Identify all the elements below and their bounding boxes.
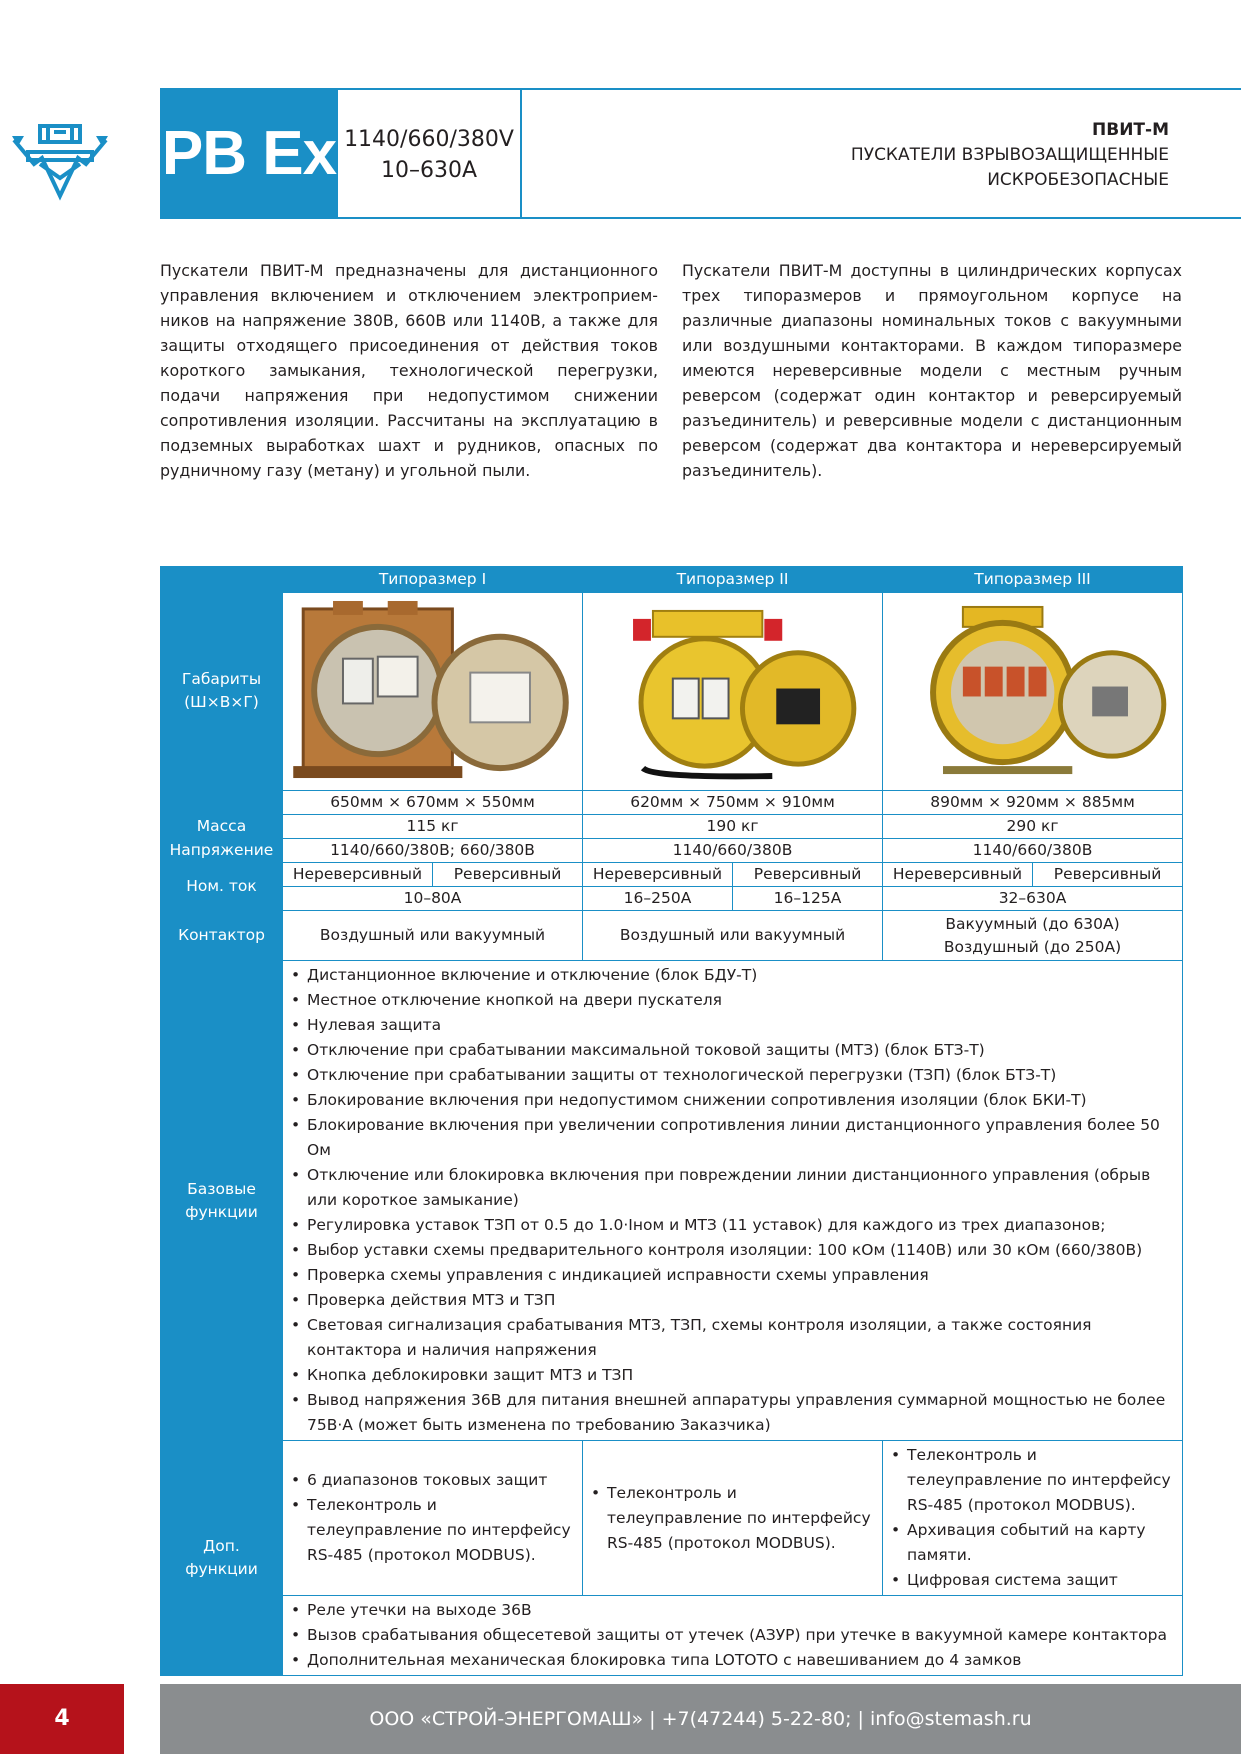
list-item: • Выбор уставки схемы предварительного контроля изоляции: 100 кОм (1140В) или 30 кОм (660/380В) [291,1238,1176,1263]
mass-size-3: 290 кг [883,815,1183,839]
page-number: 4 [0,1684,124,1754]
list-item: • Вывод напряжения 36В для питания внешней аппаратуры управления суммарной мощностью не более 75В·А (может быть изменена по требованию Заказчика) [291,1388,1176,1438]
extra-common-cell [283,1596,1183,1676]
mass-size-2: 190 кг [583,815,883,839]
voltage-size-3: 1140/660/380В [883,839,1183,863]
rating-box [338,88,522,219]
list-item: • Местное отключение кнопкой на двери пускателя [291,988,1176,1013]
contactor-size-3-line1: Вакуумный (до 630А) [945,914,1120,933]
list-item: • Кнопка деблокировки защит МТЗ и ТЗП [291,1363,1176,1388]
list-item: • Телеконтроль и телеуправление по интерфейсу RS-485 (протокол MODBUS). [291,1493,576,1568]
extra-size-2-cell [583,1441,883,1596]
list-item: • Телеконтроль и телеуправление по интерфейсу RS-485 (протокол MODBUS). [891,1443,1176,1518]
photo-size-2 [583,593,883,791]
brand-mark: PB Ex [160,88,338,219]
dimensions-size-3: 890мм × 920мм × 885мм [883,791,1183,815]
label-base-line1: Базовые [187,1179,256,1198]
label-contactor: Контактор [161,911,283,961]
label-extra-line2: функции [185,1560,258,1578]
label-voltage: Напряжение [161,839,283,863]
list-item: • Отключение при срабатывании защиты от технологической перегрузки (ТЗП) (блок БТЗ-Т) [291,1063,1176,1088]
list-item: • Дополнительная механическая блокировка типа LOTOTO с навешиванием до 4 замков [291,1648,1176,1673]
contactor-size-1: Воздушный или вакуумный [283,911,583,961]
current-size-3: 32–630А [883,887,1183,911]
list-item: • Проверка действия МТЗ и ТЗП [291,1288,1176,1313]
starter-size-1-image [289,599,576,784]
intro-paragraph-left: Пускатели ПВИТ-М предназначены для дистанционного управления включением и отключением электроприемников на напряжение 380В, 660В или 1140В, а также для защиты отходящего присоединения от действия токов короткого замыкания, технологической перегрузки, подачи напряжения при недопустимом снижении сопротивления изоляции. Рассчитаны на эксплуатацию в подземных выработках шахт и рудников, опасных по рудничному газу (метану) и угольной пыли. [160,261,658,480]
voltage-size-1: 1140/660/380В; 660/380В [283,839,583,863]
dimensions-size-2: 620мм × 750мм × 910мм [583,791,883,815]
mode-size-3-nonrev: Нереверсивный [883,863,1033,887]
current-size-2-rev: 16–125А [733,887,883,911]
voltage-size-2: 1140/660/380В [583,839,883,863]
dimensions-size-1: 650мм × 670мм × 550мм [283,791,583,815]
list-item: • Проверка схемы управления с индикацией исправности схемы управления [291,1263,1176,1288]
label-dimensions [161,567,283,815]
extra-size-3-cell [883,1441,1183,1596]
label-base-line2: функции [185,1202,258,1221]
current-rating: 10–630A [380,158,478,183]
list-item: • Телеконтроль и телеуправление по интерфейсу RS-485 (протокол MODBUS). [591,1481,876,1556]
current-size-1: 10–80А [283,887,583,911]
label-current: Ном. ток [161,863,283,911]
footer-contacts: ООО «СТРОЙ-ЭНЕРГОМАШ» | +7(47244) 5-22-80; | info@stemash.ru [160,1684,1241,1754]
photo-size-3 [883,593,1183,791]
label-dimensions-line2: (Ш×В×Г) [184,692,259,711]
mode-size-2-nonrev: Нереверсивный [583,863,733,887]
extra-size-1-list [291,1468,576,1568]
label-extra-functions [161,1441,283,1676]
product-title [851,118,1169,193]
contactor-size-3-line2: Воздушный (до 250А) [943,937,1122,956]
current-size-2-nonrev: 16–250А [583,887,733,911]
label-mass: Масса [161,815,283,839]
base-functions-cell [283,961,1183,1441]
mode-size-1-rev: Реверсивный [433,863,583,887]
mode-size-3-rev: Реверсивный [1033,863,1183,887]
list-item: • Регулировка уставок ТЗП от 0.5 до 1.0·Iном и МТЗ (11 уставок) для каждого из трех диапазонов; [291,1213,1176,1238]
list-item: • Световая сигнализация срабатывания МТЗ, ТЗП, схемы контроля изоляции, а также состояния контактора и наличия напряжения [291,1313,1176,1363]
list-item: • Блокирование включения при увеличении сопротивления линии дистанционного управления более 50 Ом [291,1113,1176,1163]
starter-size-2-image [589,599,876,784]
title-line-1: ПУСКАТЕЛИ ВЗРЫВОЗАЩИЩЕННЫЕ [850,145,1169,165]
starter-size-3-image [889,599,1176,784]
base-functions-list [291,963,1176,1438]
header-size-2: Типоразмер II [583,567,883,593]
mode-size-1-nonrev: Нереверсивный [283,863,433,887]
label-base-functions [161,961,283,1441]
list-item: • Реле утечки на выходе 36В [291,1598,1176,1623]
label-extra-line1: Доп. [203,1537,240,1555]
list-item: • Нулевая защита [291,1013,1176,1038]
label-dimensions-line1: Габариты [181,669,262,688]
list-item: • 6 диапазонов токовых защит [291,1468,576,1493]
list-item: • Отключение или блокировка включения при повреждении линии дистанционного управления (обрыв или короткое замыкание) [291,1163,1176,1213]
page-header [160,88,1241,219]
extra-common-list [291,1598,1176,1673]
voltage-rating: 1140/660/380V [344,127,514,152]
list-item: • Архивация событий на карту памяти. [891,1518,1176,1568]
mass-size-1: 115 кг [283,815,583,839]
contactor-size-3 [883,911,1183,961]
list-item: • Блокирование включения при недопустимом снижении сопротивления изоляции (блок БКИ-Т) [291,1088,1176,1113]
header-size-3: Типоразмер III [883,567,1183,593]
header-size-1: Типоразмер I [283,567,583,593]
model-name: ПВИТ-М [1092,120,1169,140]
photo-size-1 [283,593,583,791]
spec-table [160,566,1183,1676]
extra-size-1-cell [283,1441,583,1596]
contactor-size-2: Воздушный или вакуумный [583,911,883,961]
list-item: • Цифровая система защит [891,1568,1176,1593]
extra-size-2-list [591,1481,876,1556]
list-item: • Отключение при срабатывании максимальной токовой защиты (МТЗ) (блок БТЗ-Т) [291,1038,1176,1063]
mode-size-2-rev: Реверсивный [733,863,883,887]
title-line-2: ИСКРОБЕЗОПАСНЫЕ [987,170,1169,190]
list-item: • Вызов срабатывания общесетевой защиты от утечек (АЗУР) при утечке в вакуумной камере контактора [291,1623,1176,1648]
intro-paragraph-right: Пускатели ПВИТ-М доступны в цилиндрических корпусах трех типоразмеров и прямоугольном корпусе на различные диапазоны номинальных токов с вакуумными или воздушными контакторами. В каждом типоразмере имеются нереверсивные модели с местным ручным реверсом (содержат один контактор и реверсируемый разъединитель) и реверсивные модели с дистанционным реверсом (содержат два контактора и нереверсируемый разъединитель). [682,261,1182,480]
list-item: • Дистанционное включение и отключение (блок БДУ-Т) [291,963,1176,988]
extra-size-3-list [891,1443,1176,1593]
company-logo-icon [10,118,110,208]
